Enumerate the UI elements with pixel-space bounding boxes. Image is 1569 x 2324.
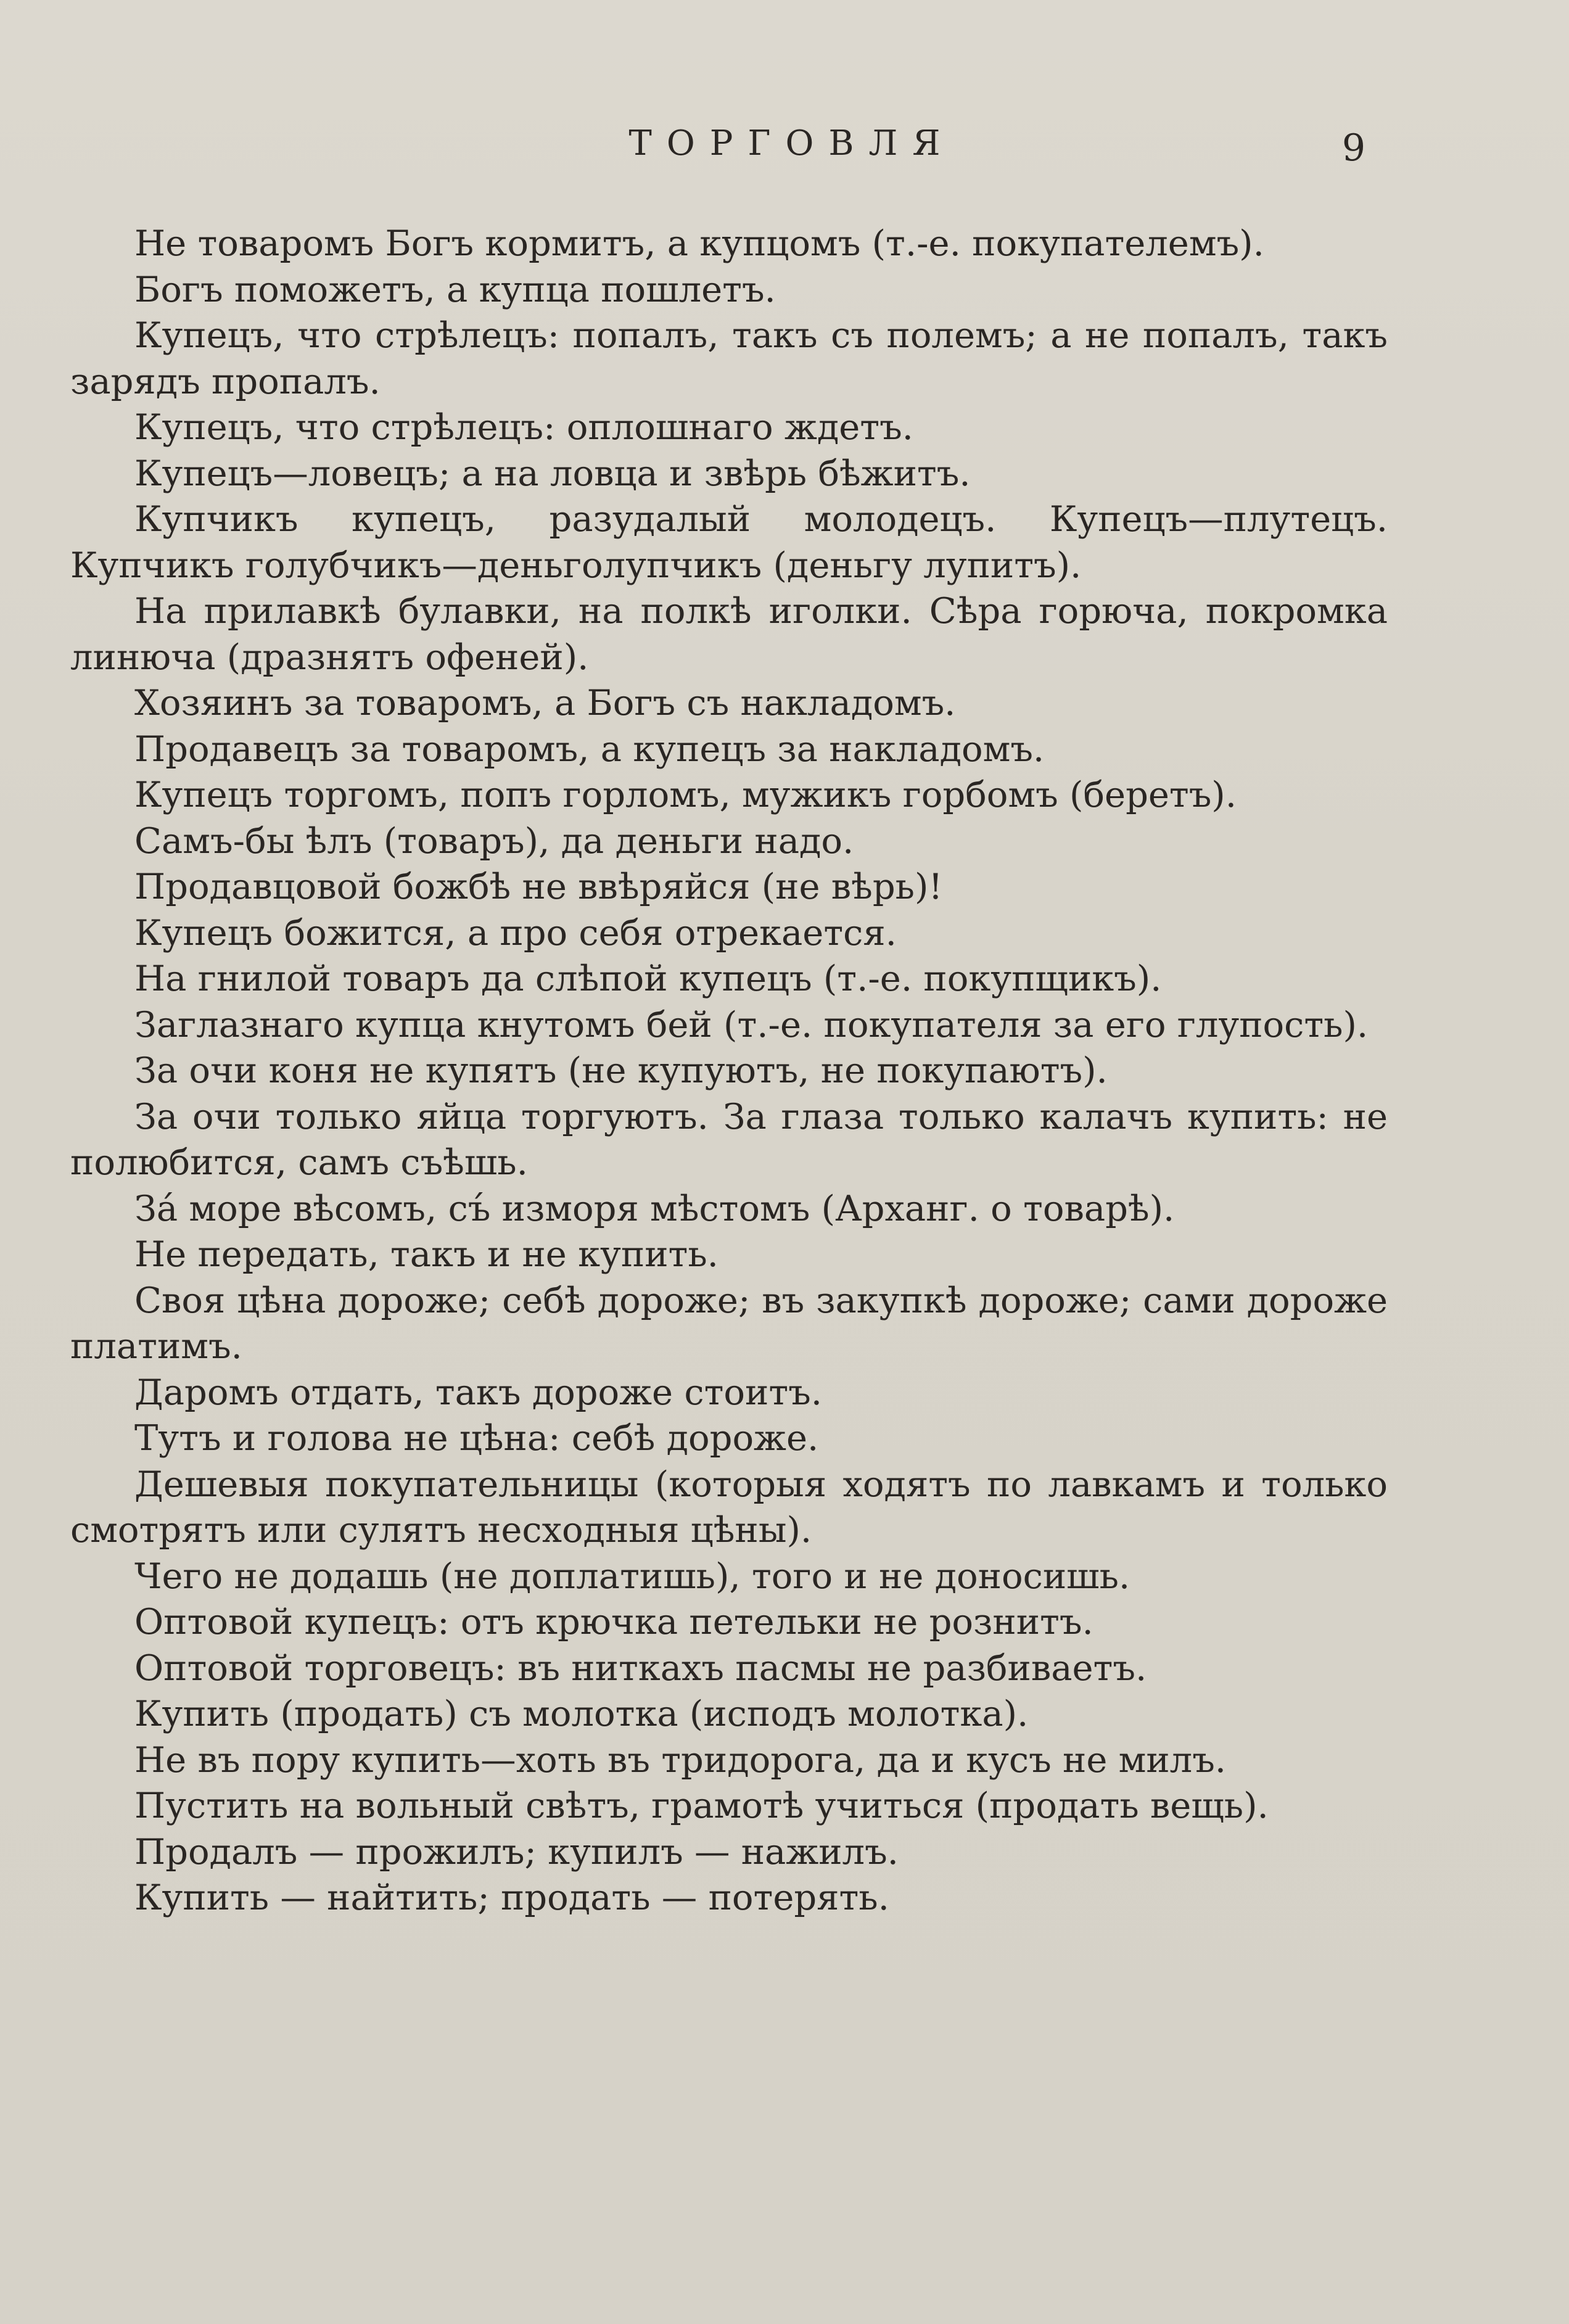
proverb-paragraph: На прилавкѣ булавки, на полкѣ иголки. Сѣра горюча, покромка линюча (дразнятъ офеней). bbox=[70, 590, 1388, 678]
proverb-paragraph: За очи коня не купятъ (не купуютъ, не покупаютъ). bbox=[134, 1050, 1108, 1091]
proverb-paragraph: Купить (продать) съ молотка (исподъ молотка). bbox=[134, 1693, 1029, 1734]
proverb-paragraph: Купецъ, что стрѣлецъ: оплошнаго ждетъ. bbox=[134, 406, 913, 448]
proverb-paragraph: Не передать, такъ и не купить. bbox=[134, 1234, 719, 1275]
proverb-paragraph: На гнилой товаръ да слѣпой купецъ (т.-е. покупщикъ). bbox=[134, 958, 1162, 999]
proverb-paragraph: Купецъ—ловецъ; а на ловца и звѣрь бѣжитъ. bbox=[134, 452, 971, 494]
proverb-paragraph: За́ море вѣсомъ, съ́ изморя мѣстомъ (Арханг. о товарѣ). bbox=[134, 1187, 1175, 1229]
proverb-paragraph: Тутъ и голова не цѣна: себѣ дороже. bbox=[134, 1417, 819, 1459]
proverb-paragraph: Не товаромъ Богъ кормитъ, а купцомъ (т.-е. покупателемъ). bbox=[134, 223, 1264, 264]
proverb-paragraph: Пустить на вольный свѣтъ, грамотѣ учиться (продать вещь). bbox=[134, 1785, 1269, 1826]
proverb-paragraph: Чего не додашь (не доплатишь), того и не доносишь. bbox=[134, 1555, 1130, 1597]
proverb-paragraph: Купчикъ купецъ, разудалый молодецъ. Купецъ—плутецъ. Купчикъ голубчикъ—деньголупчикъ (деньгу лупитъ). bbox=[70, 498, 1388, 586]
proverb-paragraph: За очи только яйца торгуютъ. За глаза только калачъ купить: не полюбится, самъ съѣшь. bbox=[70, 1095, 1388, 1183]
proverb-paragraph: Продавцовой божбѣ не ввѣряйся (не вѣрь)! bbox=[134, 866, 943, 907]
proverb-paragraph: Продавецъ за товаромъ, а купецъ за накладомъ. bbox=[134, 728, 1045, 770]
running-head-title: ТОРГОВЛЯ bbox=[628, 123, 955, 163]
proverb-paragraph: Дешевыя покупательницы (которыя ходятъ по лавкамъ и только смотрятъ или сулятъ несходныя цѣны). bbox=[70, 1463, 1388, 1551]
proverb-paragraph: Не въ пору купить—хоть въ тридорога, да и кусъ не милъ. bbox=[134, 1739, 1227, 1781]
proverb-paragraph: Купецъ, что стрѣлецъ: попалъ, такъ съ полемъ; а не попалъ, такъ зарядъ пропалъ. bbox=[70, 315, 1388, 402]
proverb-paragraph: Продалъ — прожилъ; купилъ — нажилъ. bbox=[134, 1831, 899, 1873]
proverb-paragraph: Своя цѣна дороже; себѣ дороже; въ закупкѣ дороже; сами дороже платимъ. bbox=[70, 1279, 1388, 1367]
proverb-paragraph: Оптовой купецъ: отъ крючка петельки не рознитъ. bbox=[134, 1601, 1093, 1642]
proverb-paragraph: Купецъ торгомъ, попъ горломъ, мужикъ горбомъ (беретъ). bbox=[134, 774, 1237, 815]
proverb-paragraph: Оптовой торговецъ: въ ниткахъ пасмы не разбиваетъ. bbox=[134, 1647, 1147, 1689]
proverb-paragraph: Купецъ божится, а про себя отрекается. bbox=[134, 912, 897, 954]
proverb-paragraph: Даромъ отдать, такъ дороже стоитъ. bbox=[134, 1371, 822, 1413]
page-number: 9 bbox=[1341, 126, 1365, 170]
proverb-paragraph: Богъ поможетъ, а купца пошлетъ. bbox=[134, 268, 776, 310]
proverb-paragraph: Заглазнаго купца кнутомъ бей (т.-е. покупателя за его глупость). bbox=[134, 1003, 1369, 1045]
proverb-paragraph: Самъ-бы ѣлъ (товаръ), да деньги надо. bbox=[134, 820, 854, 862]
proverbs-text bbox=[70, 221, 1388, 1921]
proverb-paragraph: Купить — найтить; продать — потерять. bbox=[134, 1877, 889, 1918]
proverb-paragraph: Хозяинъ за товаромъ, а Богъ съ накладомъ. bbox=[134, 682, 956, 723]
